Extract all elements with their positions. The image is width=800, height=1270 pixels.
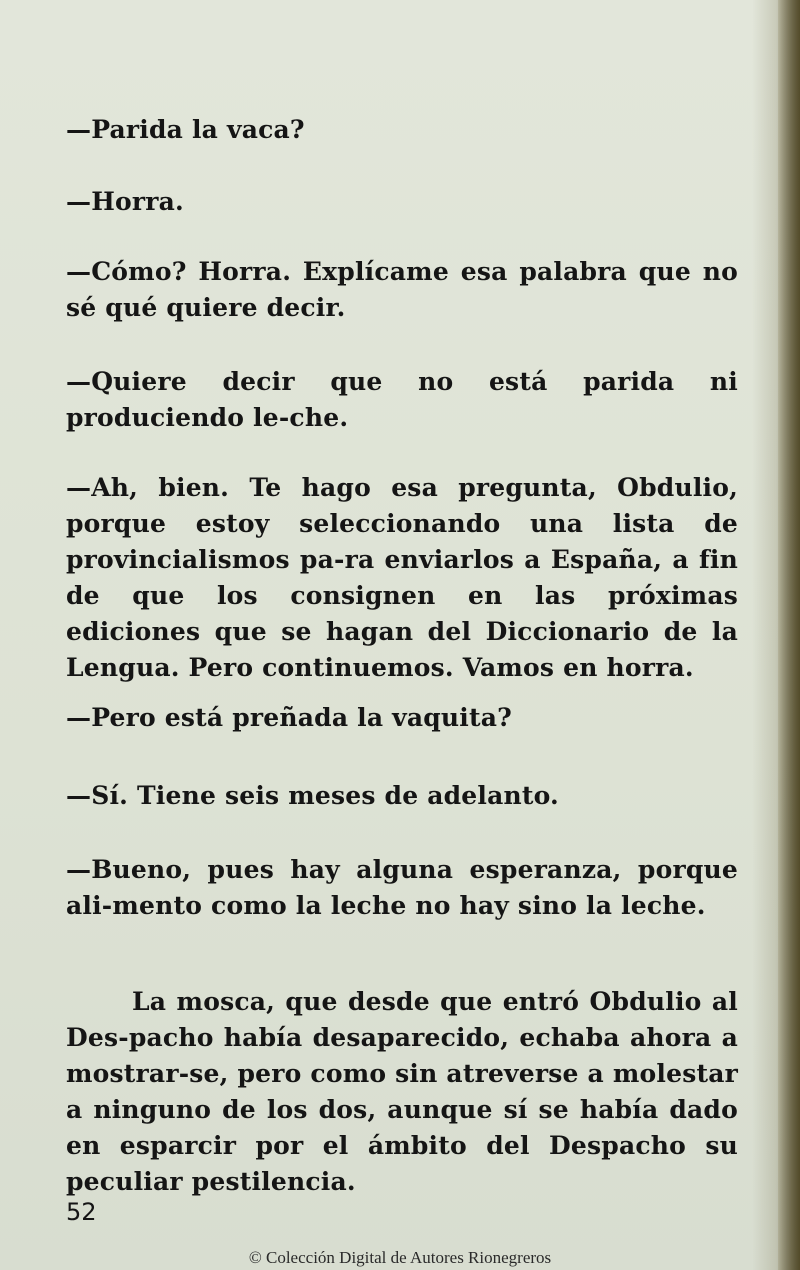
dialogue-line: —Horra. xyxy=(66,187,184,216)
dialogue-line: —Cómo? Horra. Explícame esa palabra que no sé qué quiere decir. xyxy=(66,257,738,322)
copyright-footer: © Colección Digital de Autores Rionegreros xyxy=(248,1248,552,1267)
page-spine-shadow xyxy=(778,0,800,1270)
dialogue-line: —Pero está preñada la vaquita? xyxy=(66,703,513,732)
dialogue-line: —Sí. Tiene seis meses de adelanto. xyxy=(66,781,559,810)
dialogue-line: —Ah, bien. Te hago esa pregunta, Obdulio, porque estoy seleccionando una lista de provincialismos pa-ra enviarlos a España, a fin de que los consignen en las próximas ediciones que se hagan del Diccionario de la Lengua. Pero continuemos. Vamos en horra. xyxy=(66,473,738,682)
dialogue-line: —Bueno, pues hay alguna esperanza, porque ali-mento como la leche no hay sino la leche. xyxy=(66,855,738,920)
narrative-paragraph: La mosca, que desde que entró Obdulio al Des-pacho había desaparecido, echaba ahora a mostrar-se, pero como sin atreverse a molestar a ninguno de los dos, aunque sí se había dado en esparcir por el ámbito del Despacho su peculiar pestilencia. xyxy=(66,987,738,1196)
page-number: 52 xyxy=(66,1198,97,1226)
dialogue-line: —Parida la vaca? xyxy=(66,115,305,144)
dialogue-line: —Quiere decir que no está parida ni produciendo le-che. xyxy=(66,367,738,432)
